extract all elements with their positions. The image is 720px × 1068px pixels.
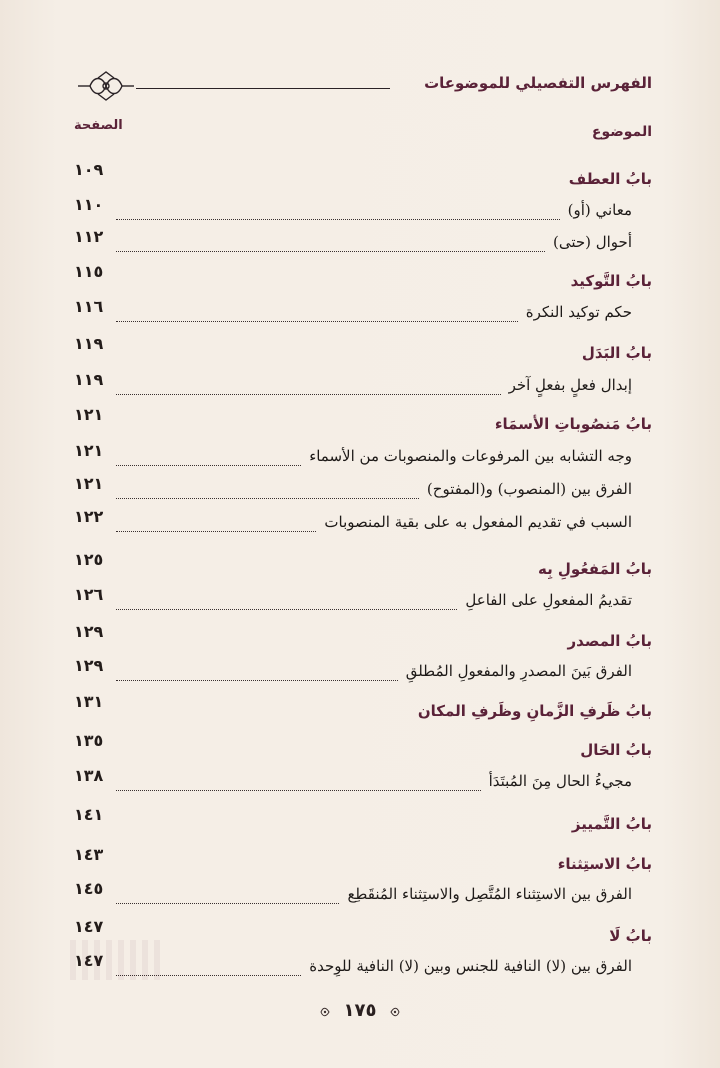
column-head-topic: الموضوع — [591, 124, 652, 140]
toc-entry[interactable] — [74, 474, 652, 504]
page-number: ١٢٥ — [74, 550, 104, 569]
page-number: ١٤٣ — [74, 845, 104, 864]
page-number: ١١٦ — [74, 297, 104, 316]
chapter-title: بابُ العطف — [568, 170, 652, 188]
entry-title: وجه التشابه بين المرفوعات والمنصوبات من الأسماء — [309, 447, 632, 465]
chapter-title: بابُ المصدر — [567, 632, 652, 650]
toc-chapter[interactable] — [74, 160, 652, 190]
entry-title: أحوال (حتى) — [552, 233, 632, 251]
dot-leader — [116, 903, 339, 904]
chapter-title: بابُ الحَال — [580, 741, 652, 759]
entry-title: الفرق بين الاستِثناء المُتَّصِل والاستِثناء المُنقَطِع — [347, 885, 632, 903]
toc-entry[interactable] — [74, 227, 652, 257]
column-head-page: الصفحة — [74, 118, 123, 133]
page-number: ١١٥ — [74, 262, 104, 281]
page-number: ١٤٥ — [74, 879, 104, 898]
toc-entry[interactable] — [74, 656, 652, 686]
page-number: ١٢١ — [74, 441, 104, 460]
entry-title: مجيءُ الحال مِنَ المُبتَدَأ — [488, 772, 632, 790]
page-number: ١٣٨ — [74, 766, 104, 785]
entry-title: الفرق بين (لا) النافية للجنس وبين (لا) النافية للوِحدة — [309, 957, 632, 975]
toc-entry[interactable] — [74, 441, 652, 471]
dot-leader — [116, 251, 545, 252]
toc-chapter[interactable] — [74, 334, 652, 364]
toc-chapter[interactable] — [74, 405, 652, 435]
toc-entry[interactable] — [74, 585, 652, 615]
dot-leader — [116, 219, 560, 220]
toc-entry[interactable] — [74, 507, 652, 537]
dot-leader — [116, 609, 457, 610]
toc-chapter[interactable] — [74, 262, 652, 292]
dot-leader — [116, 790, 481, 791]
toc-chapter[interactable] — [74, 731, 652, 761]
entry-title: حكم توكيد النكرة — [525, 303, 632, 321]
chapter-title: بابُ الاستِثناء — [557, 855, 652, 873]
chapter-title: بابُ لَا — [609, 927, 652, 945]
chapter-title: بابُ التَّمييز — [571, 815, 652, 833]
page-number: ١٤١ — [74, 805, 104, 824]
toc-entry[interactable] — [74, 195, 652, 225]
page-number: ١٢٦ — [74, 585, 104, 604]
toc-chapter[interactable] — [74, 692, 652, 722]
chapter-title: بابُ التَّوكيد — [570, 272, 652, 290]
toc-chapter[interactable] — [74, 550, 652, 580]
chapter-title: بابُ المَفعُولِ بِه — [537, 560, 652, 578]
chapter-title: بابُ ظَرفِ الزَّمانِ وظَرفِ المكان — [417, 702, 652, 720]
page-number: ١٣٥ — [74, 731, 104, 750]
dot-leader — [116, 394, 501, 395]
toc-entry[interactable] — [74, 879, 652, 909]
page-number: ١٢٩ — [74, 622, 104, 641]
dot-leader — [116, 465, 301, 466]
page-number: ١٢٢ — [74, 507, 104, 526]
floral-flourish-icon — [390, 1005, 400, 1019]
page-number: ١٣١ — [74, 692, 104, 711]
page-number: ١١٩ — [74, 334, 104, 353]
dot-leader — [116, 680, 398, 681]
dot-leader — [116, 498, 419, 499]
entry-title: الفرق بَينَ المصدرِ والمفعولِ المُطلقِ — [405, 662, 632, 680]
dot-leader — [116, 531, 316, 532]
page-number: ١٠٩ — [74, 160, 104, 179]
chapter-title: بابُ مَنصُوباتِ الأسمَاء — [494, 415, 652, 433]
toc-entry[interactable] — [74, 951, 652, 981]
page-number: ١١٠ — [74, 195, 104, 214]
page-number: ١٢١ — [74, 405, 104, 424]
entry-title: السبب في تقديم المفعول به على بقية المنصوبات — [324, 513, 632, 531]
page-number: ١٤٧ — [74, 917, 104, 936]
show-through-print — [70, 940, 160, 980]
page-number: ١٢١ — [74, 474, 104, 493]
page-number: ١٢٩ — [74, 656, 104, 675]
toc-chapter[interactable] — [74, 917, 652, 947]
dot-leader — [116, 321, 518, 322]
chapter-title: بابُ البَدَل — [581, 344, 652, 362]
header-title: الفهرس التفصيلي للموضوعات — [424, 74, 652, 92]
page-number: ١١٢ — [74, 227, 104, 246]
toc-chapter[interactable] — [74, 845, 652, 875]
page-number-footer: ١٧٥ — [343, 1000, 377, 1021]
toc-entry[interactable] — [74, 370, 652, 400]
toc-chapter[interactable] — [74, 805, 652, 835]
entry-title: معاني (أو) — [567, 201, 632, 219]
entry-title: تقديمُ المفعولِ على الفاعلِ — [465, 591, 632, 609]
floral-flourish-icon — [320, 1005, 330, 1019]
page-number: ١١٩ — [74, 370, 104, 389]
toc-entry[interactable] — [74, 766, 652, 796]
entry-title: الفرق بين (المنصوب) و(المفتوح) — [426, 480, 632, 498]
page-footer — [320, 1000, 400, 1026]
page-number: ١٤٧ — [74, 951, 104, 970]
entry-title: إبدال فعلٍ بفعلٍ آخر — [508, 376, 632, 394]
toc-entry[interactable] — [74, 297, 652, 327]
toc-chapter[interactable] — [74, 622, 652, 652]
